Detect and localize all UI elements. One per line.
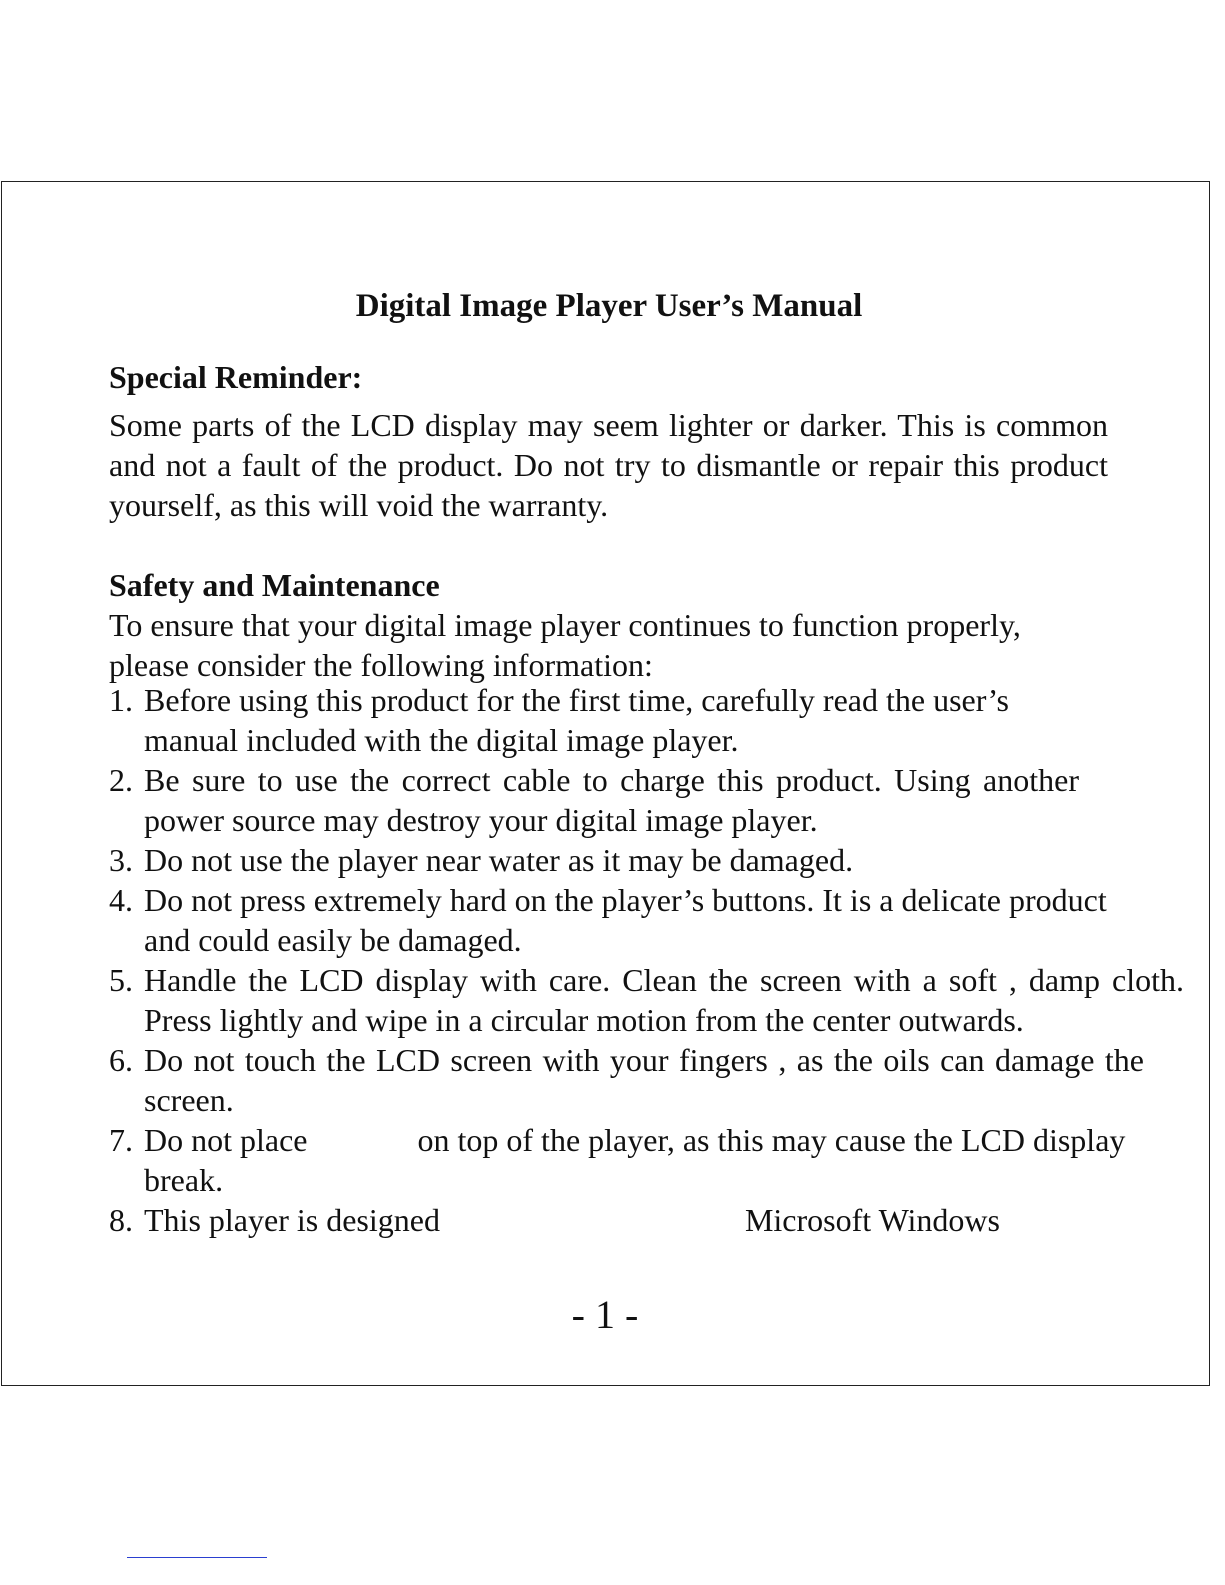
safety-heading: Safety and Maintenance bbox=[109, 567, 440, 603]
list-item-text: Be sure to use the correct cable to charge this product. Using another power source may destroy your digital image player. bbox=[144, 762, 1079, 838]
list-item bbox=[109, 880, 1129, 960]
list-item-number: 5. bbox=[109, 962, 133, 998]
safety-list bbox=[109, 680, 1184, 1240]
list-item bbox=[109, 960, 1184, 1040]
list-item-number: 2. bbox=[109, 762, 133, 798]
special-reminder-text: Some parts of the LCD display may seem lighter or darker. This is common and not a fault of the product. Do not try to dismantle or repair this product yourself, as this will void the warranty. bbox=[109, 407, 1108, 523]
list-item bbox=[109, 840, 1144, 880]
list-item-text-before: Do not place bbox=[144, 1122, 308, 1158]
list-item bbox=[109, 1200, 1184, 1240]
list-item bbox=[109, 1120, 1174, 1200]
list-item-text: Before using this product for the first time, carefully read the user’s manual included with the digital image player. bbox=[144, 682, 1009, 758]
list-item bbox=[109, 760, 1079, 840]
list-item-number: 8. bbox=[109, 1202, 133, 1238]
list-item-text: Do not touch the LCD screen with your fingers , as the oils can damage the screen. bbox=[144, 1042, 1144, 1118]
list-item-text-after: Microsoft Windows bbox=[744, 1202, 1000, 1238]
list-item-number: 1. bbox=[109, 682, 133, 718]
list-item-number: 7. bbox=[109, 1122, 133, 1158]
list-item-number: 6. bbox=[109, 1042, 133, 1078]
document-title: Digital Image Player User’s Manual bbox=[355, 288, 863, 324]
list-item-number: 4. bbox=[109, 882, 133, 918]
list-item-text: Do not use the player near water as it may be damaged. bbox=[144, 842, 854, 878]
special-reminder-heading: Special Reminder: bbox=[109, 359, 363, 395]
safety-intro: To ensure that your digital image player continues to function properly, please consider the following information: bbox=[109, 607, 1021, 683]
list-item-text-before: This player is designed bbox=[144, 1202, 440, 1238]
page-number: - 1 - bbox=[571, 1292, 639, 1337]
list-item bbox=[109, 680, 1089, 760]
list-item-text-after: on top of the player, as this may cause the LCD display break. bbox=[144, 1122, 1126, 1198]
list-item bbox=[109, 1040, 1144, 1120]
list-item-text: Do not press extremely hard on the player’s buttons. It is a delicate product and could easily be damaged. bbox=[144, 882, 1107, 958]
list-item-number: 3. bbox=[109, 842, 133, 878]
list-item-text: Handle the LCD display with care. Clean the screen with a soft , damp cloth. Press lightly and wipe in a circular motion from the center outwards. bbox=[144, 962, 1184, 1038]
hyperlink-underline bbox=[127, 1557, 267, 1558]
